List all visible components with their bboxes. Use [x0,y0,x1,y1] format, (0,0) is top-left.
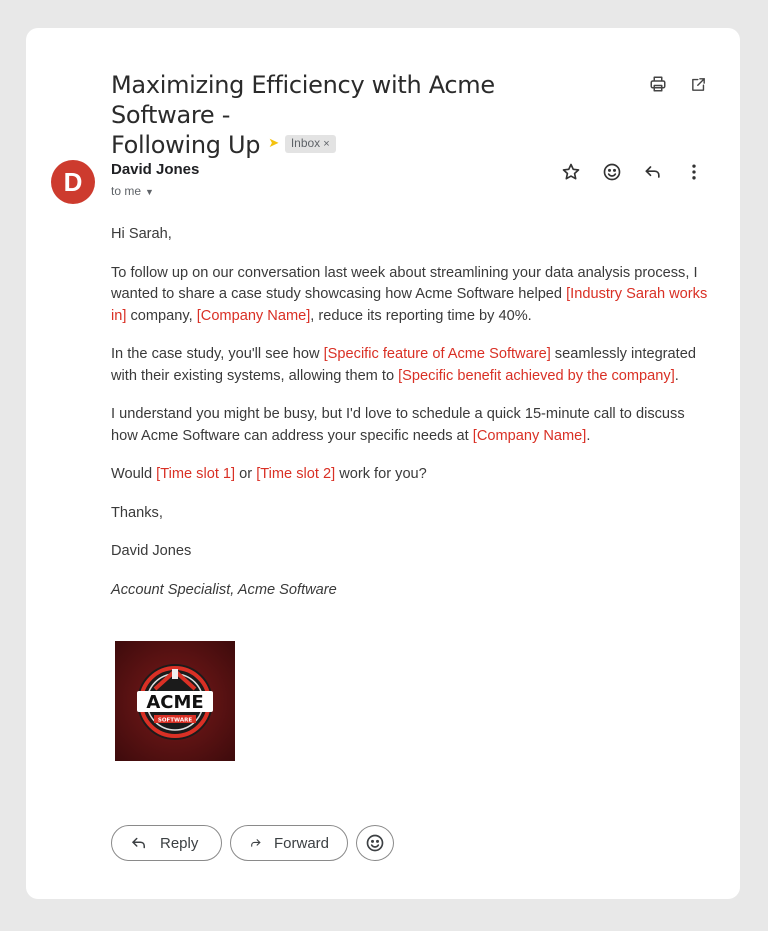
forward-label: Forward [273,834,329,852]
p1-text-a: To follow up on our conversation last week about streamlining your data analysis process, I wanted to share a case study showcasing how Acme Software helped [111,264,698,302]
emoji-icon [365,833,385,853]
thread-toolbar [648,74,708,94]
recipient-details[interactable] [111,184,154,198]
greeting: Hi Sarah, [111,226,172,242]
email-card [26,28,740,899]
p1-text-c: , reduce its reporting time by 40%. [310,307,532,324]
logo-subtext: SOFTWARE [157,717,193,724]
message-toolbar [559,160,706,184]
message-actions [111,825,394,861]
p2-text-a: In the case study, you'll see how [111,346,324,362]
subject-line-1: Maximizing Efficiency with Acme Software - [111,71,495,129]
subject-line-2: Following Up [111,131,261,159]
paragraph-3 [111,404,711,447]
closing: Thanks, [111,504,163,521]
recipient-text: to me [111,184,142,198]
emoji-reaction-icon[interactable] [600,160,624,184]
reply-button[interactable] [111,825,222,861]
chevron-down-icon[interactable]: ▼ [145,187,154,197]
more-vertical-icon[interactable] [682,160,706,184]
p2-text-b: seamlessly integrated with their existing systems, allowing them to [111,346,696,384]
forward-button[interactable] [230,825,348,861]
placeholder-industry: [Industry Sarah works in] [111,286,708,324]
print-icon[interactable] [648,74,668,94]
acme-software-logo[interactable] [115,641,235,761]
p3-text-b: . [586,427,591,444]
reply-icon [130,834,148,852]
placeholder-company-name: [Company Name] [472,427,587,444]
paragraph-1 [111,263,711,328]
email-subject [111,70,581,161]
placeholder-company-name: [Company Name] [196,307,311,324]
reply-icon[interactable] [641,160,665,184]
paragraph-2 [111,344,711,387]
p2-text-c: . [674,367,679,384]
p3-text-a: I understand you might be busy, but I'd love to schedule a quick 15-minute call to discuss how Acme Software can address your specific needs at [111,406,685,444]
open-in-new-window-icon[interactable] [688,74,708,94]
sender-name[interactable]: David Jones [111,161,200,178]
p4-text-a: Would [111,466,157,482]
star-icon[interactable] [559,160,583,184]
inbox-label-text: Inbox [290,136,321,150]
signature-name: David Jones [111,543,192,559]
email-body [111,224,711,618]
inbox-label-chip[interactable] [285,135,336,153]
forward-icon [249,834,262,852]
placeholder-time-slot-2: [Time slot 2] [256,466,336,482]
p1-text-b: company, [126,307,197,324]
sender-avatar[interactable]: D [51,160,95,204]
emoji-reaction-button[interactable] [356,825,394,861]
reply-label: Reply [160,834,199,852]
remove-label-icon[interactable]: × [323,138,330,150]
p4-text-c: work for you? [335,466,427,482]
paragraph-4 [111,464,711,486]
importance-marker-icon[interactable]: ➤ [268,136,279,151]
placeholder-time-slot-1: [Time slot 1] [156,466,236,482]
logo-text: ACME [146,692,204,713]
placeholder-feature: [Specific feature of Acme Software] [323,346,551,362]
placeholder-benefit: [Specific benefit achieved by the company] [398,367,675,384]
signature-title: Account Specialist, Acme Software [111,581,337,598]
p4-text-b: or [235,466,257,482]
